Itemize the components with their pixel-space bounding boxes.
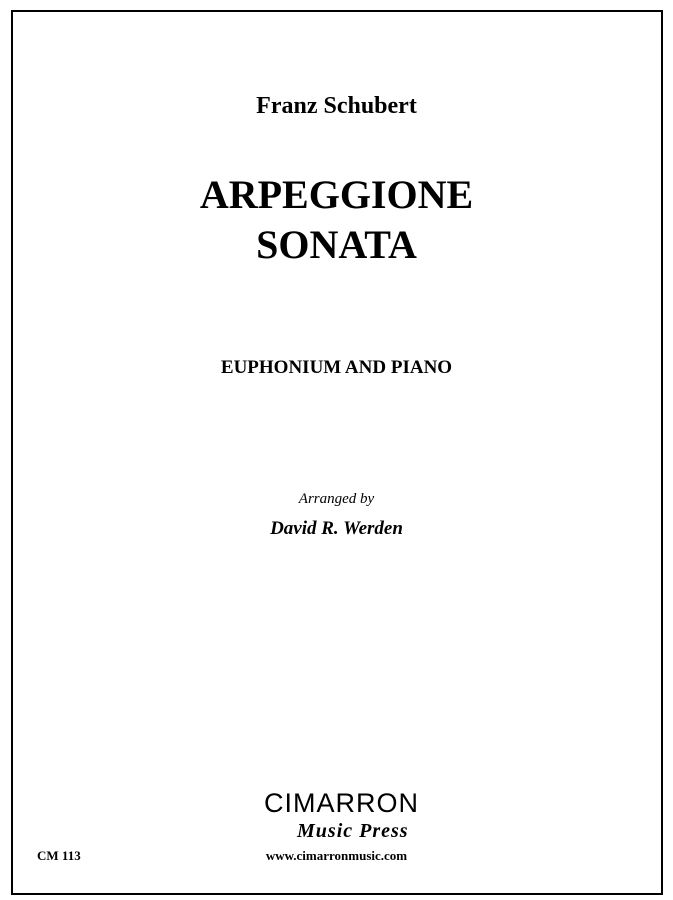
publisher-logo <box>250 788 425 848</box>
instrumentation: EUPHONIUM AND PIANO <box>220 357 453 378</box>
catalog-number: CM 113 <box>37 848 81 863</box>
work-title-line-1: ARPEGGIONE <box>199 172 474 217</box>
publisher-logo-sub: Music Press <box>297 820 409 842</box>
publisher-website: www.cimarronmusic.com <box>265 848 408 863</box>
page-border-frame <box>11 10 663 895</box>
work-title-line-2: SONATA <box>256 222 417 267</box>
composer-name: Franz Schubert <box>256 93 417 119</box>
arranged-by-label: Arranged by <box>298 491 375 507</box>
arranger-name: David R. Werden <box>270 518 403 539</box>
work-title <box>0 170 673 270</box>
publisher-logo-main: CIMARRON <box>264 788 419 818</box>
